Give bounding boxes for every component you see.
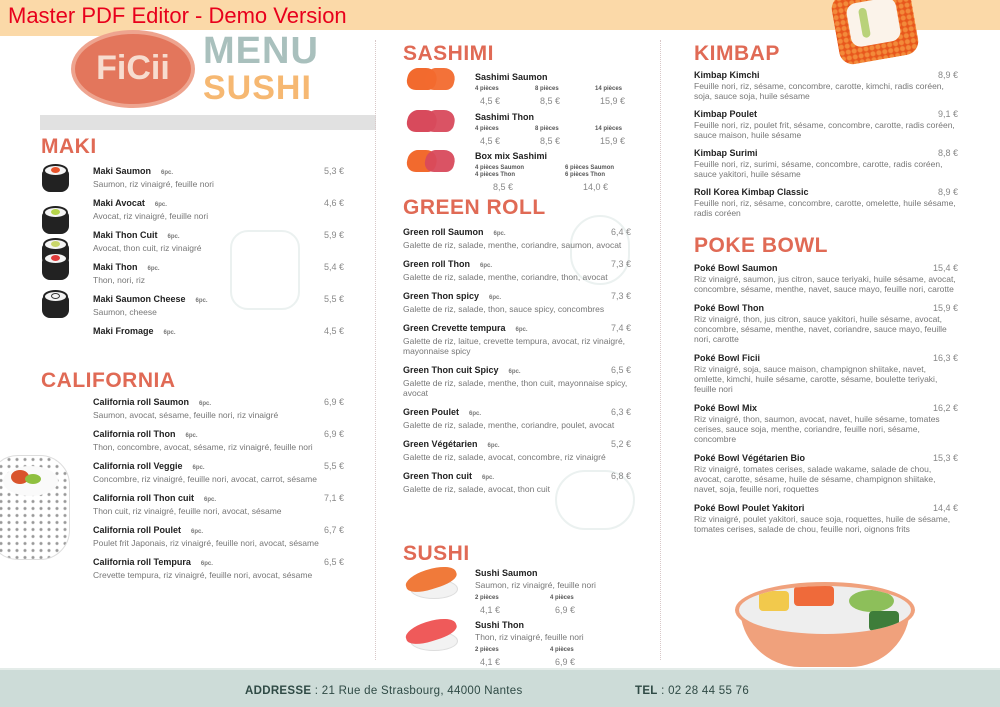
item-price: 5,4 € — [323, 262, 344, 272]
item-description: Riz vinaigré, soja, sauce maison, champignon shiitake, navet, omlette, kimchi, huile sésame, carotte, sésame, boulette teriyaki, feuille nori — [694, 364, 938, 394]
california-list — [93, 397, 344, 589]
item-name-text: California roll Veggie — [93, 461, 183, 471]
menu-item — [694, 70, 958, 101]
sushi-options — [475, 647, 625, 668]
item-description: Galette de riz, salade, menthe, thon cuit, mayonnaise spicy, avocat — [403, 378, 628, 398]
item-price: 6,5 € — [323, 557, 344, 567]
option-price: 8,5 € — [540, 136, 561, 146]
item-price: 15,9 € — [932, 303, 958, 313]
item-price: 6,4 € — [610, 227, 631, 237]
sashimi-item — [475, 72, 655, 107]
item-name — [403, 227, 631, 240]
item-name-text: Maki Saumon — [93, 166, 152, 176]
item-description: Avocat, riz vinaigré, feuille nori — [93, 211, 209, 221]
item-description: Concombre, riz vinaigré, feuille nori, avocat, carrot, sésame — [93, 474, 317, 484]
option-quantity: 8 pièces — [535, 86, 559, 92]
item-name — [93, 429, 344, 442]
maki-filling — [51, 255, 60, 261]
item-description: Saumon, riz vinaigré, feuille nori — [93, 179, 214, 189]
item-price: 4,5 € — [323, 326, 344, 336]
sushi-item — [475, 568, 625, 616]
sushi-option — [550, 647, 625, 668]
item-description: Galette de riz, salade, menthe, coriandre, saumon, avocat — [403, 240, 622, 250]
address — [245, 685, 523, 697]
option-price: 14,0 € — [583, 182, 609, 192]
item-pieces: 6pc. — [200, 561, 213, 567]
item-name-text: California roll Poulet — [93, 525, 182, 535]
item-pieces: 6pc. — [161, 170, 174, 176]
tel-value: : 02 28 44 55 76 — [657, 685, 750, 697]
item-name — [93, 262, 344, 275]
item-price: 5,9 € — [323, 230, 344, 240]
menu-item — [93, 397, 344, 420]
sashimi-option — [475, 165, 565, 193]
menu-item — [403, 323, 631, 356]
item-price: 6,7 € — [323, 525, 344, 535]
item-name — [403, 291, 631, 304]
sushi-description: Thon, riz vinaigré, feuille nori — [475, 632, 584, 642]
demo-watermark: Master PDF Editor - Demo Version — [8, 3, 347, 28]
menu-item — [93, 429, 344, 452]
item-name-text: California roll Saumon — [93, 397, 190, 407]
sashimi-options — [475, 86, 655, 107]
item-name-text: Poké Bowl Végétarien Bio — [694, 453, 806, 463]
item-description: Crevette tempura, riz vinaigré, feuille nori, avocat, sésame — [93, 570, 313, 580]
item-pieces: 6pc. — [154, 202, 167, 208]
item-description: Galette de riz, salade, menthe, coriandre, poulet, avocat — [403, 420, 615, 430]
item-pieces: 6pc. — [185, 433, 198, 439]
option-quantity: 2 pièces — [475, 647, 499, 653]
option-quantity: 4 pièces — [475, 126, 499, 132]
option-quantity-2: 6 pièces Thon — [565, 172, 606, 178]
item-pieces: 6pc. — [469, 411, 482, 417]
menu-item — [93, 294, 344, 317]
item-name — [694, 503, 958, 514]
item-description: Feuille nori, riz, sésame, concombre, carotte, kimchi, radis coréen, soja, sauce soja, huile sésame — [694, 81, 944, 101]
item-name-text: California roll Thon cuit — [93, 493, 194, 503]
item-pieces: 6pc. — [508, 369, 521, 375]
option-quantity: 4 pièces Saumon — [475, 165, 525, 171]
item-name-text: Green Thon spicy — [403, 291, 480, 301]
item-price: 6,8 € — [610, 471, 631, 481]
item-name — [93, 557, 344, 570]
item-price: 5,2 € — [610, 439, 631, 449]
maki-roll-image — [42, 252, 69, 280]
sashimi-item — [475, 151, 655, 193]
item-description: Galette de riz, salade, thon, sauce spicy, concombres — [403, 304, 605, 314]
section-title-kimbap: KIMBAP — [694, 42, 780, 65]
item-name — [403, 439, 631, 452]
item-price: 7,1 € — [323, 493, 344, 503]
item-name-text: Maki Thon Cuit — [93, 230, 158, 240]
kimbap-list — [694, 70, 958, 226]
section-title-california: CALIFORNIA — [41, 369, 176, 392]
item-name-text: Green Végétarien — [403, 439, 478, 449]
item-description: Thon, nori, riz — [93, 275, 145, 285]
option-quantity: 4 pièces — [475, 86, 499, 92]
option-quantity: 14 pièces — [595, 86, 623, 92]
sashimi-name: Box mix Sashimi — [475, 151, 548, 161]
option-quantity: 14 pièces — [595, 126, 623, 132]
item-description: Poulet frit Japonais, riz vinaigré, feuille nori, avocat, sésame — [93, 538, 319, 548]
item-name-text: Roll Korea Kimbap Classic — [694, 187, 809, 197]
item-name — [694, 263, 958, 274]
menu-item — [694, 109, 958, 140]
menu-title: MENU — [203, 30, 319, 72]
nigiri-image — [405, 565, 460, 600]
menu-item — [403, 439, 631, 462]
tel-label: TEL — [635, 685, 658, 697]
sushi-roll-image — [830, 0, 921, 66]
item-price: 9,1 € — [937, 109, 958, 119]
section-title-maki: MAKI — [41, 135, 97, 158]
maki-list — [93, 166, 344, 348]
item-name — [694, 353, 958, 364]
sushi-name: Sushi Thon — [475, 620, 524, 630]
option-quantity: 2 pièces — [475, 595, 499, 601]
item-description: Avocat, thon cuit, riz vinaigré — [93, 243, 202, 253]
item-name-text: Green Thon cuit Spicy — [403, 365, 499, 375]
item-name-text: Poké Bowl Poulet Yakitori — [694, 503, 805, 513]
menu-item — [93, 262, 344, 285]
menu-item — [93, 493, 344, 516]
column-divider — [660, 40, 661, 660]
menu-item — [93, 230, 344, 253]
menu-item — [403, 291, 631, 314]
item-price: 7,3 € — [610, 291, 631, 301]
maki-roll-image — [42, 164, 69, 192]
maki-filling — [51, 241, 60, 247]
sushi-item — [475, 620, 625, 668]
nigiri-image — [405, 617, 460, 652]
item-price: 6,5 € — [610, 365, 631, 375]
item-name-text: Poké Bowl Thon — [694, 303, 765, 313]
logo-text: FiCii — [96, 49, 170, 87]
item-name — [694, 453, 958, 464]
menu-item — [694, 303, 958, 344]
item-name-text: Kimbap Surimi — [694, 148, 758, 158]
item-pieces: 6pc. — [163, 330, 176, 336]
telephone — [635, 685, 749, 697]
item-name — [694, 403, 958, 414]
item-pieces: 6pc. — [480, 263, 493, 269]
sashimi-option — [475, 126, 535, 147]
item-pieces: 6pc. — [195, 298, 208, 304]
item-pieces: 6pc. — [204, 497, 217, 503]
item-description: Galette de riz, salade, menthe, coriandre, thon, avocat — [403, 272, 608, 282]
sushi-option — [550, 595, 625, 616]
sashimi-option — [595, 126, 655, 147]
section-title-poke-bowl: POKE BOWL — [694, 234, 828, 257]
option-quantity-2: 4 pièces Thon — [475, 172, 516, 178]
item-price: 7,4 € — [610, 323, 631, 333]
sashimi-option — [535, 126, 595, 147]
ficii-logo — [75, 34, 191, 104]
item-description: Galette de riz, salade, avocat, thon cuit — [403, 484, 550, 494]
item-name-text: Green Thon cuit — [403, 471, 473, 481]
item-name-text: California roll Thon — [93, 429, 176, 439]
item-description: Feuille nori, riz, surimi, sésame, concombre, carotte, radis coréen, sauce yakitori, huile sésame — [694, 159, 943, 179]
item-name-text: Poké Bowl Ficii — [694, 353, 761, 363]
menu-item — [93, 166, 344, 189]
menu-item — [694, 187, 958, 218]
item-name-text: Kimbap Poulet — [694, 109, 758, 119]
item-pieces: 6pc. — [482, 475, 495, 481]
item-name-text: Green Crevette tempura — [403, 323, 506, 333]
option-price: 8,5 € — [493, 182, 514, 192]
item-pieces: 6pc. — [487, 443, 500, 449]
option-price: 4,5 € — [480, 96, 501, 106]
item-pieces: 6pc. — [515, 327, 528, 333]
menu-item — [93, 198, 344, 221]
item-pieces: 6pc. — [147, 266, 160, 272]
footer-band — [0, 668, 1000, 707]
item-name-text: Poké Bowl Mix — [694, 403, 758, 413]
option-price: 6,9 € — [555, 657, 576, 667]
item-name — [403, 259, 631, 272]
item-pieces: 6pc. — [167, 234, 180, 240]
item-description: Riz vinaigré, saumon, jus citron, sauce teriyaki, huile sésame, avocat, concombre, sésame, menthe, navet, sauce mayo, feuille nori, carotte — [694, 274, 956, 294]
menu-item — [93, 326, 344, 339]
item-name — [403, 365, 631, 378]
item-name — [403, 323, 631, 336]
sushi-options — [475, 595, 625, 616]
item-name-text: Poké Bowl Saumon — [694, 263, 778, 273]
column-divider — [375, 40, 376, 660]
item-price: 6,3 € — [610, 407, 631, 417]
menu-item — [403, 227, 631, 250]
item-name — [403, 471, 631, 484]
item-price: 15,3 € — [932, 453, 958, 463]
item-name — [694, 70, 958, 81]
item-name — [694, 109, 958, 120]
item-name-text: Maki Avocat — [93, 198, 145, 208]
sashimi-name: Sashimi Thon — [475, 112, 535, 122]
item-price: 8,9 € — [937, 70, 958, 80]
item-name-text: Maki Saumon Cheese — [93, 294, 186, 304]
item-price: 5,3 € — [323, 166, 344, 176]
item-pieces: 6pc. — [192, 465, 205, 471]
green-roll-list — [403, 227, 631, 503]
address-label: ADDRESSE — [245, 685, 312, 697]
item-price: 5,5 € — [323, 461, 344, 471]
address-value: : 21 Rue de Strasbourg, 44000 Nantes — [311, 685, 523, 697]
menu-item — [403, 407, 631, 430]
menu-item — [694, 148, 958, 179]
maki-filling — [51, 167, 60, 173]
item-name — [93, 525, 344, 538]
item-name-text: Maki Thon — [93, 262, 138, 272]
option-quantity: 6 pièces Saumon — [565, 165, 615, 171]
poke-bowl-list — [694, 263, 958, 543]
option-price: 6,9 € — [555, 605, 576, 615]
item-description: Saumon, cheese — [93, 307, 157, 317]
item-name — [93, 198, 344, 211]
item-description: Feuille nori, riz, poulet frit, sésame, concombre, carotte, radis coréen, sauce maison, huile sésame — [694, 120, 955, 140]
sashimi-option — [565, 165, 655, 193]
menu-item — [694, 403, 958, 444]
item-price: 8,8 € — [937, 148, 958, 158]
item-price: 6,9 € — [323, 397, 344, 407]
item-description: Galette de riz, laitue, crevette tempura, avocat, riz vinaigré, mayonnaise spicy — [403, 336, 626, 356]
sashimi-option — [535, 86, 595, 107]
item-name — [93, 294, 344, 307]
sashimi-image — [405, 106, 460, 136]
item-price: 14,4 € — [932, 503, 958, 513]
maki-roll-image — [42, 290, 69, 318]
menu-item — [694, 263, 958, 294]
option-price: 8,5 € — [540, 96, 561, 106]
option-quantity: 4 pièces — [550, 595, 574, 601]
item-description: Riz vinaigré, poulet yakitori, sauce soja, roquettes, huile de sésame, tomates cerises, salade de chou, feuille nori, oignons frits — [694, 514, 951, 534]
item-description: Thon, concombre, avocat, sésame, riz vinaigré, feuille nori — [93, 442, 313, 452]
item-name — [694, 148, 958, 159]
menu-item — [403, 259, 631, 282]
option-quantity: 8 pièces — [535, 126, 559, 132]
menu-item — [694, 453, 958, 494]
sashimi-image — [405, 146, 460, 176]
menu-item — [93, 557, 344, 580]
california-roll-image — [0, 455, 70, 560]
menu-item — [93, 461, 344, 484]
item-price: 6,9 € — [323, 429, 344, 439]
item-name — [93, 166, 344, 179]
item-name — [93, 493, 344, 506]
item-name-text: Maki Fromage — [93, 326, 154, 336]
sashimi-image — [405, 64, 460, 94]
item-description: Riz vinaigré, tomates cerises, salade wakame, salade de chou, avocat, carotte, sésame, huile de sésame, champignon shiitake, navet, soja, feuille nori, roquettes — [694, 464, 936, 494]
section-title-sushi: SUSHI — [403, 542, 470, 565]
menu-item — [93, 525, 344, 548]
sushi-option — [475, 647, 550, 668]
menu-item — [403, 365, 631, 398]
item-description: Riz vinaigré, thon, saumon, avocat, navet, huile sésame, tomates cerises, sauce soja, menthe, coriandre, feuille nori, sésame, concombre — [694, 414, 940, 444]
option-price: 4,5 € — [480, 136, 501, 146]
item-name — [93, 461, 344, 474]
menu-item — [694, 353, 958, 394]
item-name — [694, 303, 958, 314]
sashimi-options — [475, 126, 655, 147]
maki-filling — [51, 293, 60, 299]
item-price: 4,6 € — [323, 198, 344, 208]
item-pieces: 6pc. — [191, 529, 204, 535]
sushi-description: Saumon, riz vinaigré, feuille nori — [475, 580, 596, 590]
item-price: 7,3 € — [610, 259, 631, 269]
item-name — [694, 187, 958, 198]
maki-filling — [51, 209, 60, 215]
sushi-option — [475, 595, 550, 616]
item-name — [93, 230, 344, 243]
sashimi-item — [475, 112, 655, 147]
item-name-text: Green roll Thon — [403, 259, 471, 269]
item-price: 8,9 € — [937, 187, 958, 197]
sashimi-option — [595, 86, 655, 107]
menu-item — [694, 503, 958, 534]
item-price: 16,2 € — [932, 403, 958, 413]
sushi-title: SUSHI — [203, 69, 312, 107]
menu-item — [403, 471, 631, 494]
option-price: 4,1 € — [480, 605, 501, 615]
item-pieces: 6pc. — [489, 295, 502, 301]
poke-bowl-image — [735, 572, 915, 668]
item-name — [403, 407, 631, 420]
sushi-name: Sushi Saumon — [475, 568, 538, 578]
option-price: 4,1 € — [480, 657, 501, 667]
item-description: Galette de riz, salade, avocat, concombre, riz vinaigré — [403, 452, 606, 462]
item-name-text: Kimbap Kimchi — [694, 70, 760, 80]
option-price: 15,9 € — [600, 96, 626, 106]
item-name — [93, 326, 344, 339]
item-pieces: 6pc. — [199, 401, 212, 407]
maki-roll-image — [42, 206, 69, 234]
item-price: 15,4 € — [932, 263, 958, 273]
item-pieces: 6pc. — [493, 231, 506, 237]
option-quantity: 4 pièces — [550, 647, 574, 653]
item-description: Thon cuit, riz vinaigré, feuille nori, avocat, sésame — [93, 506, 282, 516]
item-description: Saumon, avocat, sésame, feuille nori, riz vinaigré — [93, 410, 279, 420]
item-name-text: Green roll Saumon — [403, 227, 484, 237]
sashimi-option — [475, 86, 535, 107]
item-description: Feuille nori, riz, sésame, concombre, carotte, omelette, huile sésame, radis coréen — [694, 198, 956, 218]
item-name-text: Green Poulet — [403, 407, 460, 417]
sashimi-name: Sashimi Saumon — [475, 72, 548, 82]
section-title-green-roll: GREEN ROLL — [403, 196, 546, 219]
header-divider-bar — [40, 115, 376, 130]
option-price: 15,9 € — [600, 136, 626, 146]
section-title-sashimi: SASHIMI — [403, 42, 495, 65]
item-name-text: California roll Tempura — [93, 557, 191, 567]
sashimi-options — [475, 165, 655, 193]
item-price: 16,3 € — [932, 353, 958, 363]
item-price: 5,5 € — [323, 294, 344, 304]
item-name — [93, 397, 344, 410]
item-description: Riz vinaigré, thon, jus citron, sauce yakitori, huile sésame, avocat, concombre, sésame, menthe, navet, coriandre, sauce mayo, feuille nori, carotte — [694, 314, 947, 344]
